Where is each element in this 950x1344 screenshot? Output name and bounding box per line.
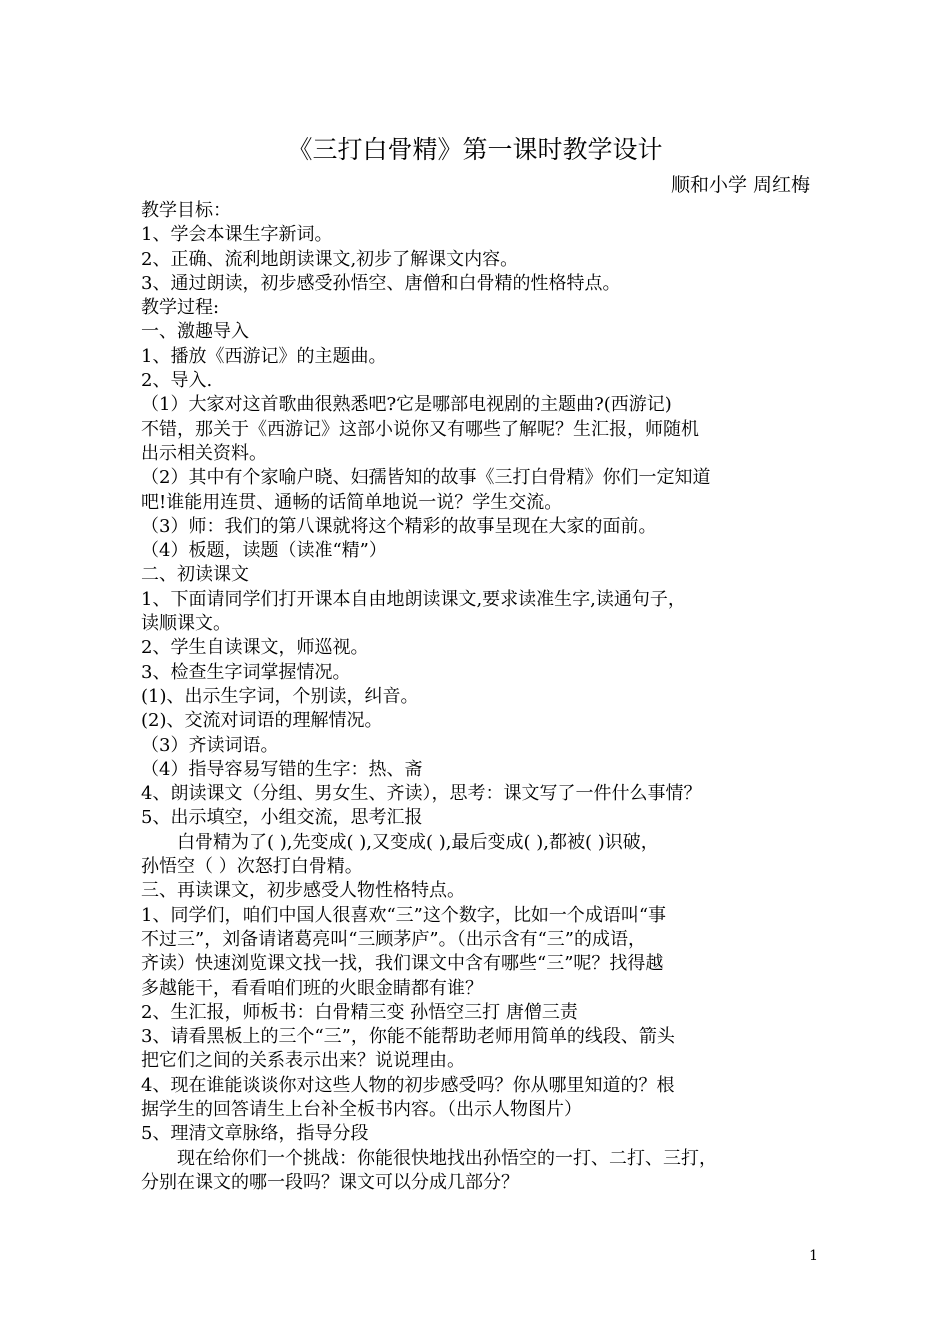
text-line: 3、通过朗读，初步感受孙悟空、唐僧和白骨精的性格特点。	[141, 272, 621, 294]
text-line: 分别在课文的哪一段吗？课文可以分成几部分？	[141, 1171, 519, 1193]
text-line: （3）师：我们的第八课就将这个精彩的故事呈现在大家的面前。	[141, 515, 657, 537]
document-body	[141, 199, 821, 1195]
text-line: （4）板题，读题（读准“精”）	[141, 540, 387, 562]
text-line: 2、学生自读课文，师巡视。	[141, 637, 369, 659]
text-line: 不错，那关于《西游记》这部小说你又有哪些了解呢？生汇报，师随机	[141, 418, 699, 440]
text-line: 1、下面请同学们打开课本自由地朗读课文,要求读准生字,读通句子，	[141, 588, 686, 610]
text-line: 把它们之间的关系表示出来？说说理由。	[141, 1050, 465, 1072]
text-line: (1)、出示生字词，个别读，纠音。	[141, 685, 419, 707]
author-line: 顺和小学 周红梅	[670, 174, 810, 196]
text-line: 齐读）快速浏览课文找一找，我们课文中含有哪些“三”呢？找得越	[141, 953, 664, 975]
text-line: 教学目标：	[141, 200, 231, 221]
text-line: （1）大家对这首歌曲很熟悉吧?它是哪部电视剧的主题曲?(西游记)	[141, 394, 672, 416]
text-line: 现在给你们一个挑战：你能很快地找出孙悟空的一打、二打、三打，	[141, 1147, 717, 1169]
document-title: 《三打白骨精》第一课时教学设计	[287, 135, 663, 164]
text-line: （4）指导容易写错的生字：热、斋	[141, 758, 423, 780]
text-line: 4、朗读课文（分组、男女生、齐读），思考：课文写了一件什么事情？	[141, 783, 702, 805]
text-line: 教学过程:	[141, 297, 220, 319]
text-line: 白骨精为了( ),先变成( ),又变成( ),最后变成( ),都被( )识破，	[141, 831, 659, 853]
text-line: 孙悟空（ ）次怒打白骨精。	[141, 856, 363, 878]
text-line: 5、理清文章脉络，指导分段	[141, 1123, 369, 1145]
text-line: 1、同学们，咱们中国人很喜欢“三”这个数字，比如一个成语叫“事	[141, 904, 667, 926]
text-line: 4、现在谁能谈谈你对这些人物的初步感受吗？你从哪里知道的？根	[141, 1074, 675, 1096]
text-line: 三、再读课文，初步感受人物性格特点。	[141, 880, 465, 902]
text-line: 据学生的回答请生上台补全板书内容。（出示人物图片）	[141, 1098, 582, 1120]
text-line: 3、请看黑板上的三个“三”，你能不能帮助老师用简单的线段、箭头	[141, 1026, 675, 1048]
text-line: （3）齐读词语。	[141, 734, 279, 756]
text-line: 2、正确、流利地朗读课文,初步了解课文内容。	[141, 248, 519, 270]
text-line: 多越能干，看看咱们班的火眼金睛都有谁？	[141, 977, 483, 999]
text-line: 3、检查生字词掌握情况。	[141, 661, 351, 683]
text-line: 读顺课文。	[141, 613, 231, 635]
text-line: (2)、交流对词语的理解情况。	[141, 710, 383, 732]
text-line: 吧!谁能用连贯、通畅的话简单地说一说？学生交流。	[141, 491, 563, 513]
text-line: 不过三”，刘备请诸葛亮叫“三顾茅庐”。（出示含有“三”的成语，	[141, 928, 647, 950]
text-line: 2、导入.	[141, 370, 213, 392]
text-line: 二、初读课文	[141, 564, 249, 586]
text-line: 一、激趣导入	[141, 321, 249, 343]
text-line: 1、播放《西游记》的主题曲。	[141, 345, 387, 367]
text-line: （2）其中有个家喻户晓、妇孺皆知的故事《三打白骨精》你们一定知道	[141, 467, 711, 489]
page-number: 1	[809, 1248, 818, 1264]
text-line: 5、出示填空，小组交流，思考汇报	[141, 807, 423, 829]
text-line: 2、生汇报，师板书：白骨精三变 孙悟空三打 唐僧三责	[141, 1001, 578, 1023]
text-line: 出示相关资料。	[141, 442, 267, 464]
text-line: 1、学会本课生字新词。	[141, 224, 333, 246]
